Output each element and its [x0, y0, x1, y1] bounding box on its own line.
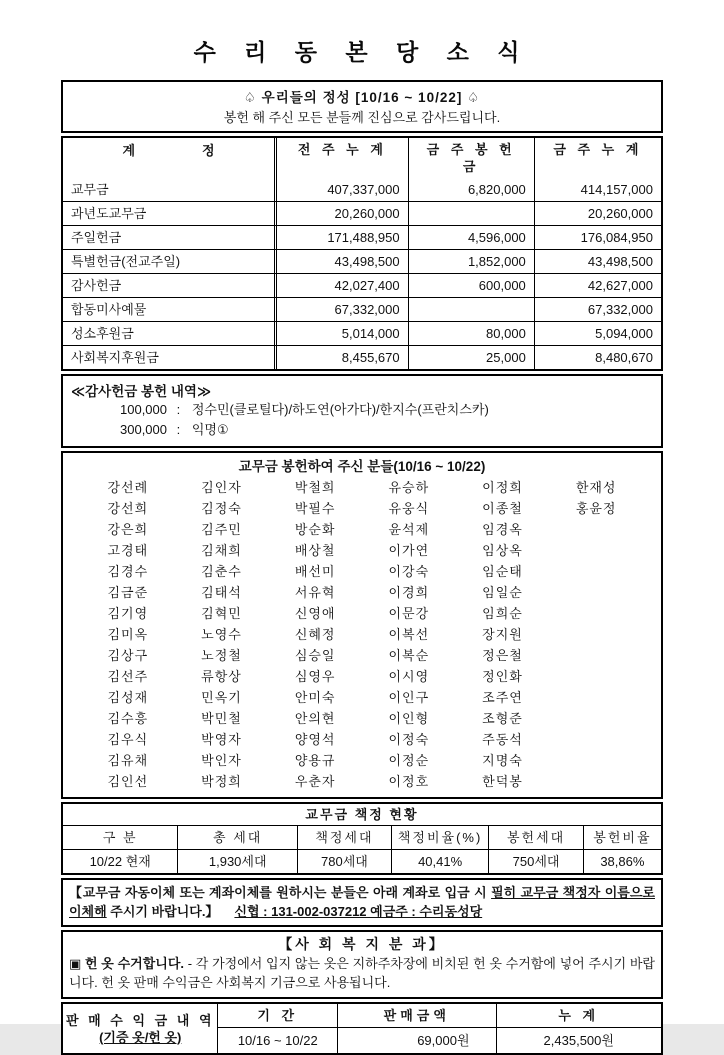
account-name-cell: 특별헌금(전교주일)	[63, 250, 277, 273]
donor-name: 김인선	[107, 774, 149, 789]
donor-name: 김인자	[201, 480, 242, 495]
prev-total-cell: 67,332,000	[277, 298, 409, 321]
donor-row	[63, 624, 661, 645]
week-total-cell: 67,332,000	[587, 302, 653, 317]
account-name-cell: 사회복지후원금	[63, 346, 277, 369]
assessment-offering-households: 750세대	[489, 850, 583, 873]
donor-name: 윤석제	[388, 522, 430, 537]
devotion-box	[61, 80, 663, 133]
donors-box	[61, 451, 663, 799]
offerings-row	[63, 201, 661, 225]
donor-name: 양영석	[294, 732, 336, 747]
thanks-delimiter: :	[176, 422, 181, 437]
donor-name: 김유채	[107, 753, 149, 768]
welfare-box	[61, 930, 663, 999]
donor-name	[549, 624, 643, 645]
donor-name: 강선희	[107, 501, 149, 516]
donor-name	[549, 582, 643, 603]
week-offering-cell	[409, 202, 535, 225]
week-total-cell: 414,157,000	[580, 182, 653, 197]
week-offering-cell: 6,820,000	[409, 178, 535, 201]
donor-name: 홍윤정	[575, 501, 617, 516]
donor-name: 유웅식	[388, 501, 430, 516]
donor-name: 박정희	[201, 774, 242, 789]
assessment-title: 교무금 책정 현황	[63, 804, 661, 826]
prev-total-header: 전 주 누 계	[277, 138, 409, 178]
assessment-table	[61, 802, 663, 875]
offerings-row	[63, 178, 661, 201]
account-header-right: 정	[202, 143, 215, 158]
donor-name: 이강숙	[388, 564, 430, 579]
donor-row	[63, 582, 661, 603]
week-offering-header: 금 주 봉 헌 금	[409, 138, 535, 178]
donor-name: 이복선	[388, 627, 430, 642]
donors-title: 교무금 봉헌하여 주신 분들(10/16 ~ 10/22)	[238, 459, 486, 474]
assessment-header-category: 구 분	[63, 826, 178, 849]
week-offering-cell: 25,000	[409, 346, 535, 369]
thanks-amount: 300,000	[120, 422, 167, 437]
week-total-cell: 8,480,670	[595, 350, 653, 365]
donor-name: 정인화	[482, 669, 523, 684]
donor-name: 김수흥	[107, 711, 149, 726]
thanks-detail-list	[71, 400, 653, 440]
donor-name: 한재성	[575, 480, 617, 495]
donor-name: 강선례	[107, 480, 149, 495]
offerings-header-row	[63, 138, 661, 178]
thanks-item	[71, 420, 653, 440]
donor-name: 이종철	[482, 501, 523, 516]
sales-table	[61, 1002, 663, 1055]
assessment-header-row	[63, 826, 661, 850]
donor-row	[63, 477, 661, 498]
donor-name: 이시영	[388, 669, 430, 684]
sales-total-value: 2,435,500원	[543, 1033, 614, 1048]
offerings-table	[61, 136, 663, 371]
week-total-cell: 43,498,500	[587, 254, 653, 269]
donor-name: 박영자	[201, 732, 242, 747]
donor-name	[549, 687, 643, 708]
donor-name	[549, 540, 643, 561]
donor-row	[63, 603, 661, 624]
donor-name: 박민철	[201, 711, 242, 726]
donors-grid	[63, 477, 661, 792]
account-column-header	[63, 138, 277, 178]
donor-name	[549, 645, 643, 666]
donor-name: 신혜정	[294, 627, 336, 642]
assessment-total-households: 1,930세대	[178, 850, 298, 873]
sales-total-header: 누 계	[497, 1004, 661, 1028]
prev-total-cell: 20,260,000	[277, 202, 409, 225]
prev-total-cell: 5,014,000	[277, 322, 409, 345]
offerings-row	[63, 249, 661, 273]
donor-name: 김기영	[107, 606, 149, 621]
donor-name: 이인형	[388, 711, 430, 726]
prev-total-cell: 171,488,950	[277, 226, 409, 249]
donor-name: 김경수	[107, 564, 149, 579]
offerings-row	[63, 297, 661, 321]
donor-name: 이인구	[388, 690, 430, 705]
assessment-assessed-households: 780세대	[298, 850, 392, 873]
sales-period-value: 10/16 ~ 10/22	[218, 1028, 338, 1053]
donor-name: 강은희	[107, 522, 149, 537]
donor-name: 김우식	[107, 732, 149, 747]
donor-name: 김채희	[201, 543, 242, 558]
donor-name: 심승일	[294, 648, 336, 663]
donor-name: 유승하	[388, 480, 430, 495]
account-name-cell: 감사헌금	[63, 274, 277, 297]
page-title: 수 리 동 본 당 소 식	[193, 39, 531, 65]
week-offering-cell: 600,000	[409, 274, 535, 297]
assessment-category: 10/22 현재	[63, 850, 178, 873]
thanks-names: 정수민(클로틸다)/하도연(아가다)/한지수(프란치스카)	[191, 402, 489, 417]
donor-name: 신영애	[294, 606, 336, 621]
donor-name: 이정호	[388, 774, 430, 789]
donor-name: 주동석	[482, 732, 523, 747]
donor-name: 지명숙	[482, 753, 523, 768]
donor-name: 우춘자	[294, 774, 336, 789]
donor-name: 이정순	[388, 753, 430, 768]
donor-name: 김정숙	[201, 501, 242, 516]
donor-row	[63, 666, 661, 687]
assessment-assessed-ratio: 40,41%	[392, 850, 489, 873]
donor-row	[63, 750, 661, 771]
account-name-cell: 성소후원금	[63, 322, 277, 345]
week-total-cell: 5,094,000	[595, 326, 653, 341]
assessment-offering-ratio: 38,86%	[600, 854, 645, 869]
donor-name: 서유혁	[294, 585, 336, 600]
donor-name: 민옥기	[201, 690, 242, 705]
donor-name: 양용규	[294, 753, 336, 768]
donor-name	[549, 750, 643, 771]
donor-name: 이문강	[388, 606, 430, 621]
welfare-notice-body: - 각 가정에서 입지 않는 옷은 지하주차장에 비치된 헌 옷 수거함에 넣어 주시기 바랍니다. 헌 옷 판매 수익금은 사회복지 기금으로 사용됩니다.	[69, 956, 655, 990]
week-total-cell: 42,627,000	[587, 278, 653, 293]
donor-name: 이복순	[388, 648, 430, 663]
thanks-detail-box	[61, 374, 663, 448]
thanks-names: 익명①	[191, 422, 229, 437]
donor-name: 안의현	[294, 711, 336, 726]
account-name-cell: 주일헌금	[63, 226, 277, 249]
donor-row	[63, 708, 661, 729]
week-offering-cell: 1,852,000	[409, 250, 535, 273]
donor-name: 박인자	[201, 753, 242, 768]
donor-row	[63, 561, 661, 582]
transfer-notice-underlined: 필히 교무금 책정자 이름으로 이체해	[69, 885, 655, 919]
account-name-cell: 합동미사예물	[63, 298, 277, 321]
week-offering-cell: 80,000	[409, 322, 535, 345]
donor-name: 이정숙	[388, 732, 430, 747]
donor-name	[549, 708, 643, 729]
bank-account-info: 신협 : 131-002-037212 예금주 : 수리동성당	[234, 904, 483, 919]
donor-name: 김혁민	[201, 606, 242, 621]
donor-name: 한덕봉	[482, 774, 523, 789]
donor-name: 임경옥	[482, 522, 523, 537]
sales-amount-value: 69,000원	[338, 1028, 496, 1053]
offerings-row	[63, 345, 661, 369]
assessment-header-assessed-households: 책정세대	[298, 826, 392, 849]
donor-name: 정은철	[482, 648, 523, 663]
donor-name: 임희순	[482, 606, 523, 621]
prev-total-cell: 43,498,500	[277, 250, 409, 273]
thanks-amount: 100,000	[120, 402, 167, 417]
account-header-left: 계	[122, 143, 136, 158]
donor-name	[549, 519, 643, 540]
donor-row	[63, 519, 661, 540]
prev-total-cell: 42,027,400	[277, 274, 409, 297]
donor-name	[549, 666, 643, 687]
donor-name: 노영수	[201, 627, 242, 642]
donor-name: 임상옥	[482, 543, 523, 558]
donor-name	[549, 729, 643, 750]
account-name-cell: 교무금	[63, 178, 277, 201]
sales-label-line2: (기증 옷/헌 옷)	[99, 1029, 182, 1045]
week-total-cell: 20,260,000	[587, 206, 653, 221]
assessment-header-assessed-ratio: 책정비율(%)	[392, 826, 489, 849]
offerings-row	[63, 273, 661, 297]
donor-name: 배선미	[294, 564, 336, 579]
welfare-notice-label: ▣ 헌 옷 수거합니다.	[69, 956, 184, 971]
donor-row	[63, 645, 661, 666]
welfare-notice	[69, 954, 655, 992]
donor-name: 안미숙	[294, 690, 336, 705]
donor-name	[549, 561, 643, 582]
assessment-header-offering-ratio: 봉헌비율	[593, 830, 652, 845]
donor-name: 박철희	[294, 480, 336, 495]
donor-name: 방순화	[294, 522, 336, 537]
prev-total-cell: 8,455,670	[277, 346, 409, 369]
sales-period-header: 기 간	[218, 1004, 338, 1028]
donor-row	[63, 498, 661, 519]
donor-row	[63, 771, 661, 792]
donor-name	[549, 603, 643, 624]
donor-name: 김춘수	[201, 564, 242, 579]
thanks-delimiter: :	[176, 402, 181, 417]
donor-name: 김미옥	[107, 627, 149, 642]
sales-label-line1: 판 매 수 익 금 내 역	[65, 1012, 215, 1028]
assessment-header-offering-households: 봉헌세대	[489, 826, 583, 849]
donor-name: 김상구	[107, 648, 149, 663]
donor-name: 김주민	[201, 522, 242, 537]
sales-amount-header: 판매금액	[338, 1004, 496, 1028]
devotion-heading: ♤ 우리들의 정성 [10/16 ~ 10/22] ♤	[243, 90, 481, 105]
donor-name: 이가연	[388, 543, 430, 558]
donor-row	[63, 687, 661, 708]
donor-row	[63, 729, 661, 750]
offerings-row	[63, 225, 661, 249]
transfer-notice-text: 【교무금 자동이체 또는 계좌이체를 원하시는 분들은 아래 계좌로 입금 시	[69, 885, 492, 900]
donor-name: 박필수	[294, 501, 336, 516]
donor-name: 장지원	[482, 627, 523, 642]
offerings-body	[63, 178, 661, 369]
offerings-row	[63, 321, 661, 345]
donor-name	[549, 771, 643, 792]
week-total-cell: 176,084,950	[580, 230, 653, 245]
transfer-notice-box	[61, 878, 663, 927]
donor-name: 김선주	[107, 669, 149, 684]
donor-name: 김태석	[201, 585, 242, 600]
devotion-subheading: 봉헌 해 주신 모든 분들께 진심으로 감사드립니다.	[223, 110, 501, 125]
prev-total-cell: 407,337,000	[277, 178, 409, 201]
donor-name: 조주연	[482, 690, 523, 705]
donor-name: 임순태	[482, 564, 523, 579]
donor-name: 임일순	[482, 585, 523, 600]
week-offering-cell: 4,596,000	[409, 226, 535, 249]
assessment-header-total-households: 총 세대	[178, 826, 298, 849]
donor-name: 이경희	[388, 585, 430, 600]
week-total-header: 금 주 누 계	[553, 142, 643, 157]
donor-name: 고경태	[107, 543, 149, 558]
donor-name: 심영우	[294, 669, 336, 684]
donor-name: 배상철	[294, 543, 336, 558]
week-offering-cell	[409, 298, 535, 321]
donor-name: 류항상	[201, 669, 242, 684]
donor-name: 이정희	[482, 480, 523, 495]
assessment-data-row	[63, 850, 661, 873]
donor-name: 김금준	[107, 585, 149, 600]
welfare-title: 【사 회 복 지 분 과】	[278, 936, 446, 952]
thanks-item	[71, 400, 653, 420]
sales-label-cell	[63, 1004, 218, 1053]
transfer-notice-text-end: 주시기 바랍니다.】	[106, 904, 219, 919]
donor-name: 김성재	[107, 690, 149, 705]
thanks-detail-title: ≪감사헌금 봉헌 내역≫	[71, 384, 212, 399]
account-name-cell: 과년도교무금	[63, 202, 277, 225]
donor-name: 노정철	[201, 648, 242, 663]
donor-row	[63, 540, 661, 561]
donor-name: 조형준	[482, 711, 523, 726]
